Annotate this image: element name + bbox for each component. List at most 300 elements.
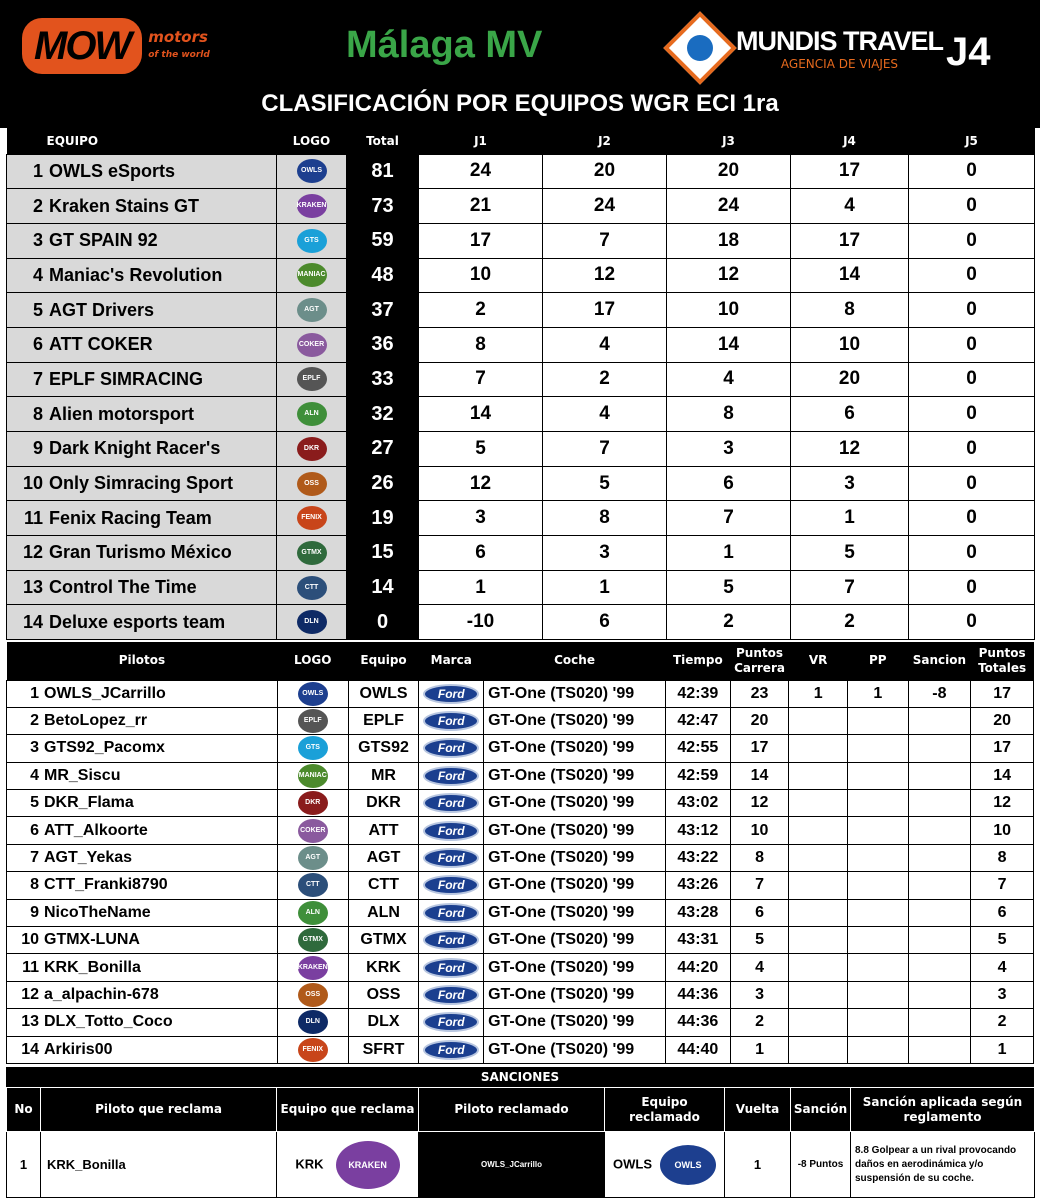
mow-logo [22,18,210,74]
pilot-time: 43:31 [666,927,731,954]
pilot-name: a_alpachin-678 [44,985,159,1003]
col-j5: J5 [909,128,1035,154]
col-tiempo: Tiempo [666,642,731,680]
pilot-time: 44:20 [666,954,731,981]
team-row [7,432,1035,467]
pilot-car: GT-One (TS020) '99 [484,735,666,762]
col-coche: Coche [484,642,666,680]
pilot-team: DLX [348,1009,419,1036]
pilot-name-cell [7,817,278,844]
team-j1: 6 [419,536,543,571]
pilot-vr [789,1036,848,1063]
team-j5: 0 [909,223,1035,258]
pilot-brand-cell [419,927,484,954]
page-title: CLASIFICACIÓN POR EQUIPOS WGR ECI 1ra [261,90,779,117]
pilot-brand-cell [419,954,484,981]
pilot-name: DKR_Flama [44,794,134,812]
team-j5: 0 [909,501,1035,536]
pilot-brand-cell [419,981,484,1008]
team-row [7,536,1035,571]
pilot-points: 14 [730,762,789,789]
team-logo-icon: EPLF [298,709,328,733]
team-j2: 8 [543,501,667,536]
pilot-vr [789,872,848,899]
pilot-logo-cell [277,762,348,789]
team-logo-cell [277,536,347,571]
ford-logo-icon: Ford [423,1040,479,1060]
team-total: 19 [347,501,419,536]
team-row [7,466,1035,501]
team-j1: 1 [419,570,543,605]
mow-logo-mark: MOW [22,18,142,74]
pilot-logo-cell [277,707,348,734]
pilot-name: NicoTheName [44,903,151,921]
team-name-cell [7,570,277,605]
pilot-points: 12 [730,790,789,817]
pilot-car: GT-One (TS020) '99 [484,954,666,981]
team-logo-icon: OWLS [298,682,328,706]
team-rank: 8 [32,403,43,424]
mow-logo-sub2: of the world [148,49,210,60]
pilot-team: OWLS [348,680,419,707]
team-j4: 3 [791,466,909,501]
pilot-row [7,954,1034,981]
team-name-cell [7,605,277,640]
pilot-logo-cell [277,927,348,954]
pilot-time: 43:12 [666,817,731,844]
ford-logo-icon: Ford [423,821,479,841]
team-logo-cell [277,397,347,432]
team-j4: 17 [791,154,909,189]
team-name-cell [7,293,277,328]
pilot-pp [847,981,908,1008]
pilot-time: 44:40 [666,1036,731,1063]
ford-logo-icon: Ford [423,958,479,978]
pilot-rank: 12 [21,985,39,1003]
team-logo-icon: COKER [297,333,327,357]
pilot-rank: 3 [30,739,39,757]
pilot-table-header [7,642,1034,680]
team-row [7,362,1035,397]
team-logo-icon: GTS [297,229,327,253]
team-rank: 13 [22,577,43,598]
pilot-points: 4 [730,954,789,981]
col-equipo-reclama: Equipo que reclama [277,1088,419,1132]
pilot-name: KRK_Bonilla [44,958,141,976]
team-logo-icon: GTMX [297,541,327,565]
team-name: Maniac's Revolution [49,264,223,285]
pilot-name: GTMX-LUNA [44,931,140,949]
team-name: Fenix Racing Team [49,507,212,528]
team-logo-cell [277,154,347,189]
sanction-claimed-team: OWLS [613,1155,652,1171]
pilot-name: GTS92_Pacomx [44,739,165,757]
team-name-cell [7,223,277,258]
pilot-team: DKR [348,790,419,817]
pilot-rank: 11 [22,958,39,976]
pilot-sancion [908,981,971,1008]
team-j3: 7 [667,501,791,536]
pilot-name-cell [7,981,278,1008]
team-j3: 12 [667,258,791,293]
team-j4: 7 [791,570,909,605]
pilot-pp [847,954,908,981]
team-j5: 0 [909,258,1035,293]
col-j1: J1 [419,128,543,154]
pilot-vr [789,735,848,762]
ford-logo-icon: Ford [423,903,479,923]
pilot-brand-cell [419,680,484,707]
col-no: No [7,1088,41,1132]
col-piloto-reclama: Piloto que reclama [41,1088,277,1132]
team-j1: 7 [419,362,543,397]
pilot-car: GT-One (TS020) '99 [484,790,666,817]
pilot-team: KRK [348,954,419,981]
pilot-name-cell [7,872,278,899]
pilot-name: ATT_Alkoorte [44,821,148,839]
pilot-car: GT-One (TS020) '99 [484,1036,666,1063]
team-j3: 3 [667,432,791,467]
pilot-total: 17 [971,735,1034,762]
team-j4: 14 [791,258,909,293]
sanction-penalty: -8 Puntos [791,1132,851,1198]
team-name: GT SPAIN 92 [49,230,158,251]
pilot-name-cell [7,899,278,926]
team-j3: 4 [667,362,791,397]
pilot-vr [789,844,848,871]
pilot-team: OSS [348,981,419,1008]
col-j2: J2 [543,128,667,154]
pilot-total: 10 [971,817,1034,844]
pilot-row [7,790,1034,817]
pilot-sancion: -8 [908,680,971,707]
pilot-total: 17 [971,680,1034,707]
team-j3: 2 [667,605,791,640]
pilot-time: 43:02 [666,790,731,817]
team-j5: 0 [909,432,1035,467]
pilot-time: 44:36 [666,1009,731,1036]
team-total: 81 [347,154,419,189]
team-name-cell [7,189,277,224]
pilot-points: 17 [730,735,789,762]
col-marca: Marca [419,642,484,680]
team-logo-icon: DLN [297,610,327,634]
team-j3: 6 [667,466,791,501]
pilot-sancion [908,1009,971,1036]
team-logo-cell [277,362,347,397]
pilot-total: 8 [971,844,1034,871]
team-logo-icon: AGT [298,846,328,870]
team-table-header [7,128,1035,154]
pilot-rank: 1 [30,684,39,702]
pilot-points: 1 [730,1036,789,1063]
team-name-cell [7,258,277,293]
team-total: 73 [347,189,419,224]
pilot-total: 5 [971,927,1034,954]
pilot-pp [847,1009,908,1036]
team-rank: 2 [32,195,43,216]
team-row [7,258,1035,293]
pilot-team: SFRT [348,1036,419,1063]
ford-logo-icon: Ford [423,1012,479,1032]
col-total: Total [347,128,419,154]
team-j3: 1 [667,536,791,571]
pilot-car: GT-One (TS020) '99 [484,1009,666,1036]
sanction-no: 1 [7,1132,41,1198]
pilot-name-cell [7,790,278,817]
team-total: 32 [347,397,419,432]
pilot-name: CTT_Franki8790 [44,876,168,894]
pilot-sancion [908,899,971,926]
pilot-team: GTS92 [348,735,419,762]
team-j3: 24 [667,189,791,224]
team-name-cell [7,154,277,189]
pilot-row [7,680,1034,707]
ford-logo-icon: Ford [423,985,479,1005]
team-j2: 4 [543,327,667,362]
team-j3: 10 [667,293,791,328]
pilot-time: 43:22 [666,844,731,871]
col-logo: LOGO [277,642,348,680]
team-rank: 11 [23,507,43,528]
team-row [7,570,1035,605]
pilot-name: AGT_Yekas [44,849,133,867]
team-j3: 5 [667,570,791,605]
team-logo-icon: DKR [298,791,328,815]
team-j2: 12 [543,258,667,293]
pilot-name-cell [7,954,278,981]
pilot-row [7,817,1034,844]
team-name-cell [7,536,277,571]
team-logo-cell [277,327,347,362]
col-sancion-reglamento: Sanción aplicada según reglamento [851,1088,1035,1132]
col-j4: J4 [791,128,909,154]
team-row [7,223,1035,258]
pilot-name-cell [7,707,278,734]
sanction-claimed-team-cell [605,1132,725,1198]
team-j4: 6 [791,397,909,432]
col-puntos-totales: Puntos Totales [971,642,1034,680]
team-rank: 4 [32,264,43,285]
pilot-name-cell [7,927,278,954]
sanctions-header [7,1088,1035,1132]
ford-logo-icon: Ford [423,766,479,786]
round-label: J4 [946,30,991,74]
pilot-logo-cell [277,1036,348,1063]
team-name: ATT COKER [49,334,153,355]
team-logo-icon: MANIAC [297,263,327,287]
col-puntos-carrera: Puntos Carrera [730,642,789,680]
pilot-vr [789,981,848,1008]
team-row [7,154,1035,189]
team-name: AGT Drivers [49,299,155,320]
pilot-sancion [908,844,971,871]
pilot-sancion [908,707,971,734]
team-total: 36 [347,327,419,362]
pilot-time: 43:26 [666,872,731,899]
pilot-vr: 1 [789,680,848,707]
team-logo-icon: CTT [298,873,328,897]
ford-logo-icon: Ford [423,875,479,895]
pilot-pp [847,735,908,762]
team-logo-cell [277,432,347,467]
team-logo-cell [277,570,347,605]
team-logo-cell [277,605,347,640]
pilot-brand-cell [419,1009,484,1036]
pilot-rank: 6 [30,821,39,839]
team-j1: 10 [419,258,543,293]
pilot-vr [789,927,848,954]
col-logo: LOGO [277,128,347,154]
team-logo-icon: DKR [297,437,327,461]
pilot-vr [789,762,848,789]
sanction-claimed-pilot: OWLS_JCarrillo [419,1132,605,1198]
team-logo-icon: OSS [298,983,328,1007]
team-rank: 14 [22,611,43,632]
mundis-title: MUNDIS TRAVEL [736,25,943,56]
team-logo-cell [277,258,347,293]
team-j4: 20 [791,362,909,397]
pilot-brand-cell [419,844,484,871]
pilot-brand-cell [419,735,484,762]
col-pilotos: Pilotos [7,642,278,680]
pilot-brand-cell [419,762,484,789]
pilot-points: 23 [730,680,789,707]
pilot-name-cell [7,844,278,871]
team-j1: -10 [419,605,543,640]
pilot-team: ALN [348,899,419,926]
team-j1: 14 [419,397,543,432]
pilot-rank: 9 [30,903,39,921]
sanctions-title: SANCIONES [6,1067,1034,1087]
team-j4: 5 [791,536,909,571]
pilot-sancion [908,872,971,899]
pilot-brand-cell [419,1036,484,1063]
team-j2: 7 [543,223,667,258]
team-j2: 17 [543,293,667,328]
team-j4: 2 [791,605,909,640]
pilot-time: 44:36 [666,981,731,1008]
pilot-row [7,872,1034,899]
pilot-name-cell [7,735,278,762]
team-row [7,293,1035,328]
pilot-vr [789,790,848,817]
sanction-claimant-team: KRK [295,1155,324,1171]
mundis-travel-logo [674,22,943,74]
sanction-claimant-team-cell [277,1132,419,1198]
team-j5: 0 [909,536,1035,571]
team-total: 27 [347,432,419,467]
team-logo-icon: ALN [298,901,328,925]
pilot-vr [789,954,848,981]
sanction-row [7,1132,1035,1198]
team-j2: 7 [543,432,667,467]
pilot-pp: 1 [847,680,908,707]
team-j2: 4 [543,397,667,432]
pilot-row [7,899,1034,926]
pilot-rank: 8 [30,876,39,894]
col-sancion: Sancion [908,642,971,680]
pilot-total: 6 [971,899,1034,926]
pilot-car: GT-One (TS020) '99 [484,872,666,899]
sanction-claimant: KRK_Bonilla [41,1132,277,1198]
pilot-team: EPLF [348,707,419,734]
pilot-pp [847,707,908,734]
pilot-name: DLX_Totto_Coco [44,1013,173,1031]
team-logo-icon: OSS [297,472,327,496]
pilot-total: 1 [971,1036,1034,1063]
team-logo-cell [277,501,347,536]
pilot-time: 42:55 [666,735,731,762]
team-logo-icon: KRAKEN [297,194,327,218]
globe-icon [663,11,737,85]
col-piloto-reclamado: Piloto reclamado [419,1088,605,1132]
pilot-rank: 13 [21,1013,39,1031]
pilot-name: MR_Siscu [44,766,121,784]
team-j5: 0 [909,362,1035,397]
pilot-sancion [908,762,971,789]
pilot-pp [847,790,908,817]
team-standings-table [6,128,1035,640]
pilot-row [7,735,1034,762]
col-equipo-reclamado: Equipo reclamado [605,1088,725,1132]
pilot-time: 43:28 [666,899,731,926]
pilot-row [7,762,1034,789]
team-row [7,501,1035,536]
pilot-row [7,981,1034,1008]
pilot-pp [847,899,908,926]
pilot-row [7,1009,1034,1036]
pilot-pp [847,844,908,871]
pilot-car: GT-One (TS020) '99 [484,762,666,789]
pilot-rank: 2 [30,712,39,730]
pilot-points: 5 [730,927,789,954]
pilot-logo-cell [277,954,348,981]
team-name: Kraken Stains GT [49,195,200,216]
pilot-rank: 7 [30,849,39,867]
pilot-time: 42:39 [666,680,731,707]
pilot-points: 2 [730,1009,789,1036]
pilot-name-cell [7,762,278,789]
team-j4: 4 [791,189,909,224]
team-total: 14 [347,570,419,605]
team-total: 26 [347,466,419,501]
ford-logo-icon: Ford [423,848,479,868]
pilot-logo-cell [277,790,348,817]
pilot-name: BetoLopez_rr [44,712,148,730]
team-rank: 9 [32,438,43,459]
team-name: Control The Time [49,577,197,598]
pilot-car: GT-One (TS020) '99 [484,817,666,844]
team-j1: 5 [419,432,543,467]
pilot-total: 2 [971,1009,1034,1036]
team-j3: 20 [667,154,791,189]
pilot-total: 7 [971,872,1034,899]
team-name: Deluxe esports team [49,611,226,632]
team-name-cell [7,327,277,362]
pilot-sancion [908,1036,971,1063]
team-j4: 12 [791,432,909,467]
pilot-row [7,927,1034,954]
mundis-subtitle: AGENCIA DE VIAJES [780,56,899,71]
team-row [7,327,1035,362]
pilot-logo-cell [277,899,348,926]
team-j4: 1 [791,501,909,536]
pilot-brand-cell [419,707,484,734]
team-total: 33 [347,362,419,397]
team-j3: 14 [667,327,791,362]
team-name: EPLF SIMRACING [49,368,204,389]
